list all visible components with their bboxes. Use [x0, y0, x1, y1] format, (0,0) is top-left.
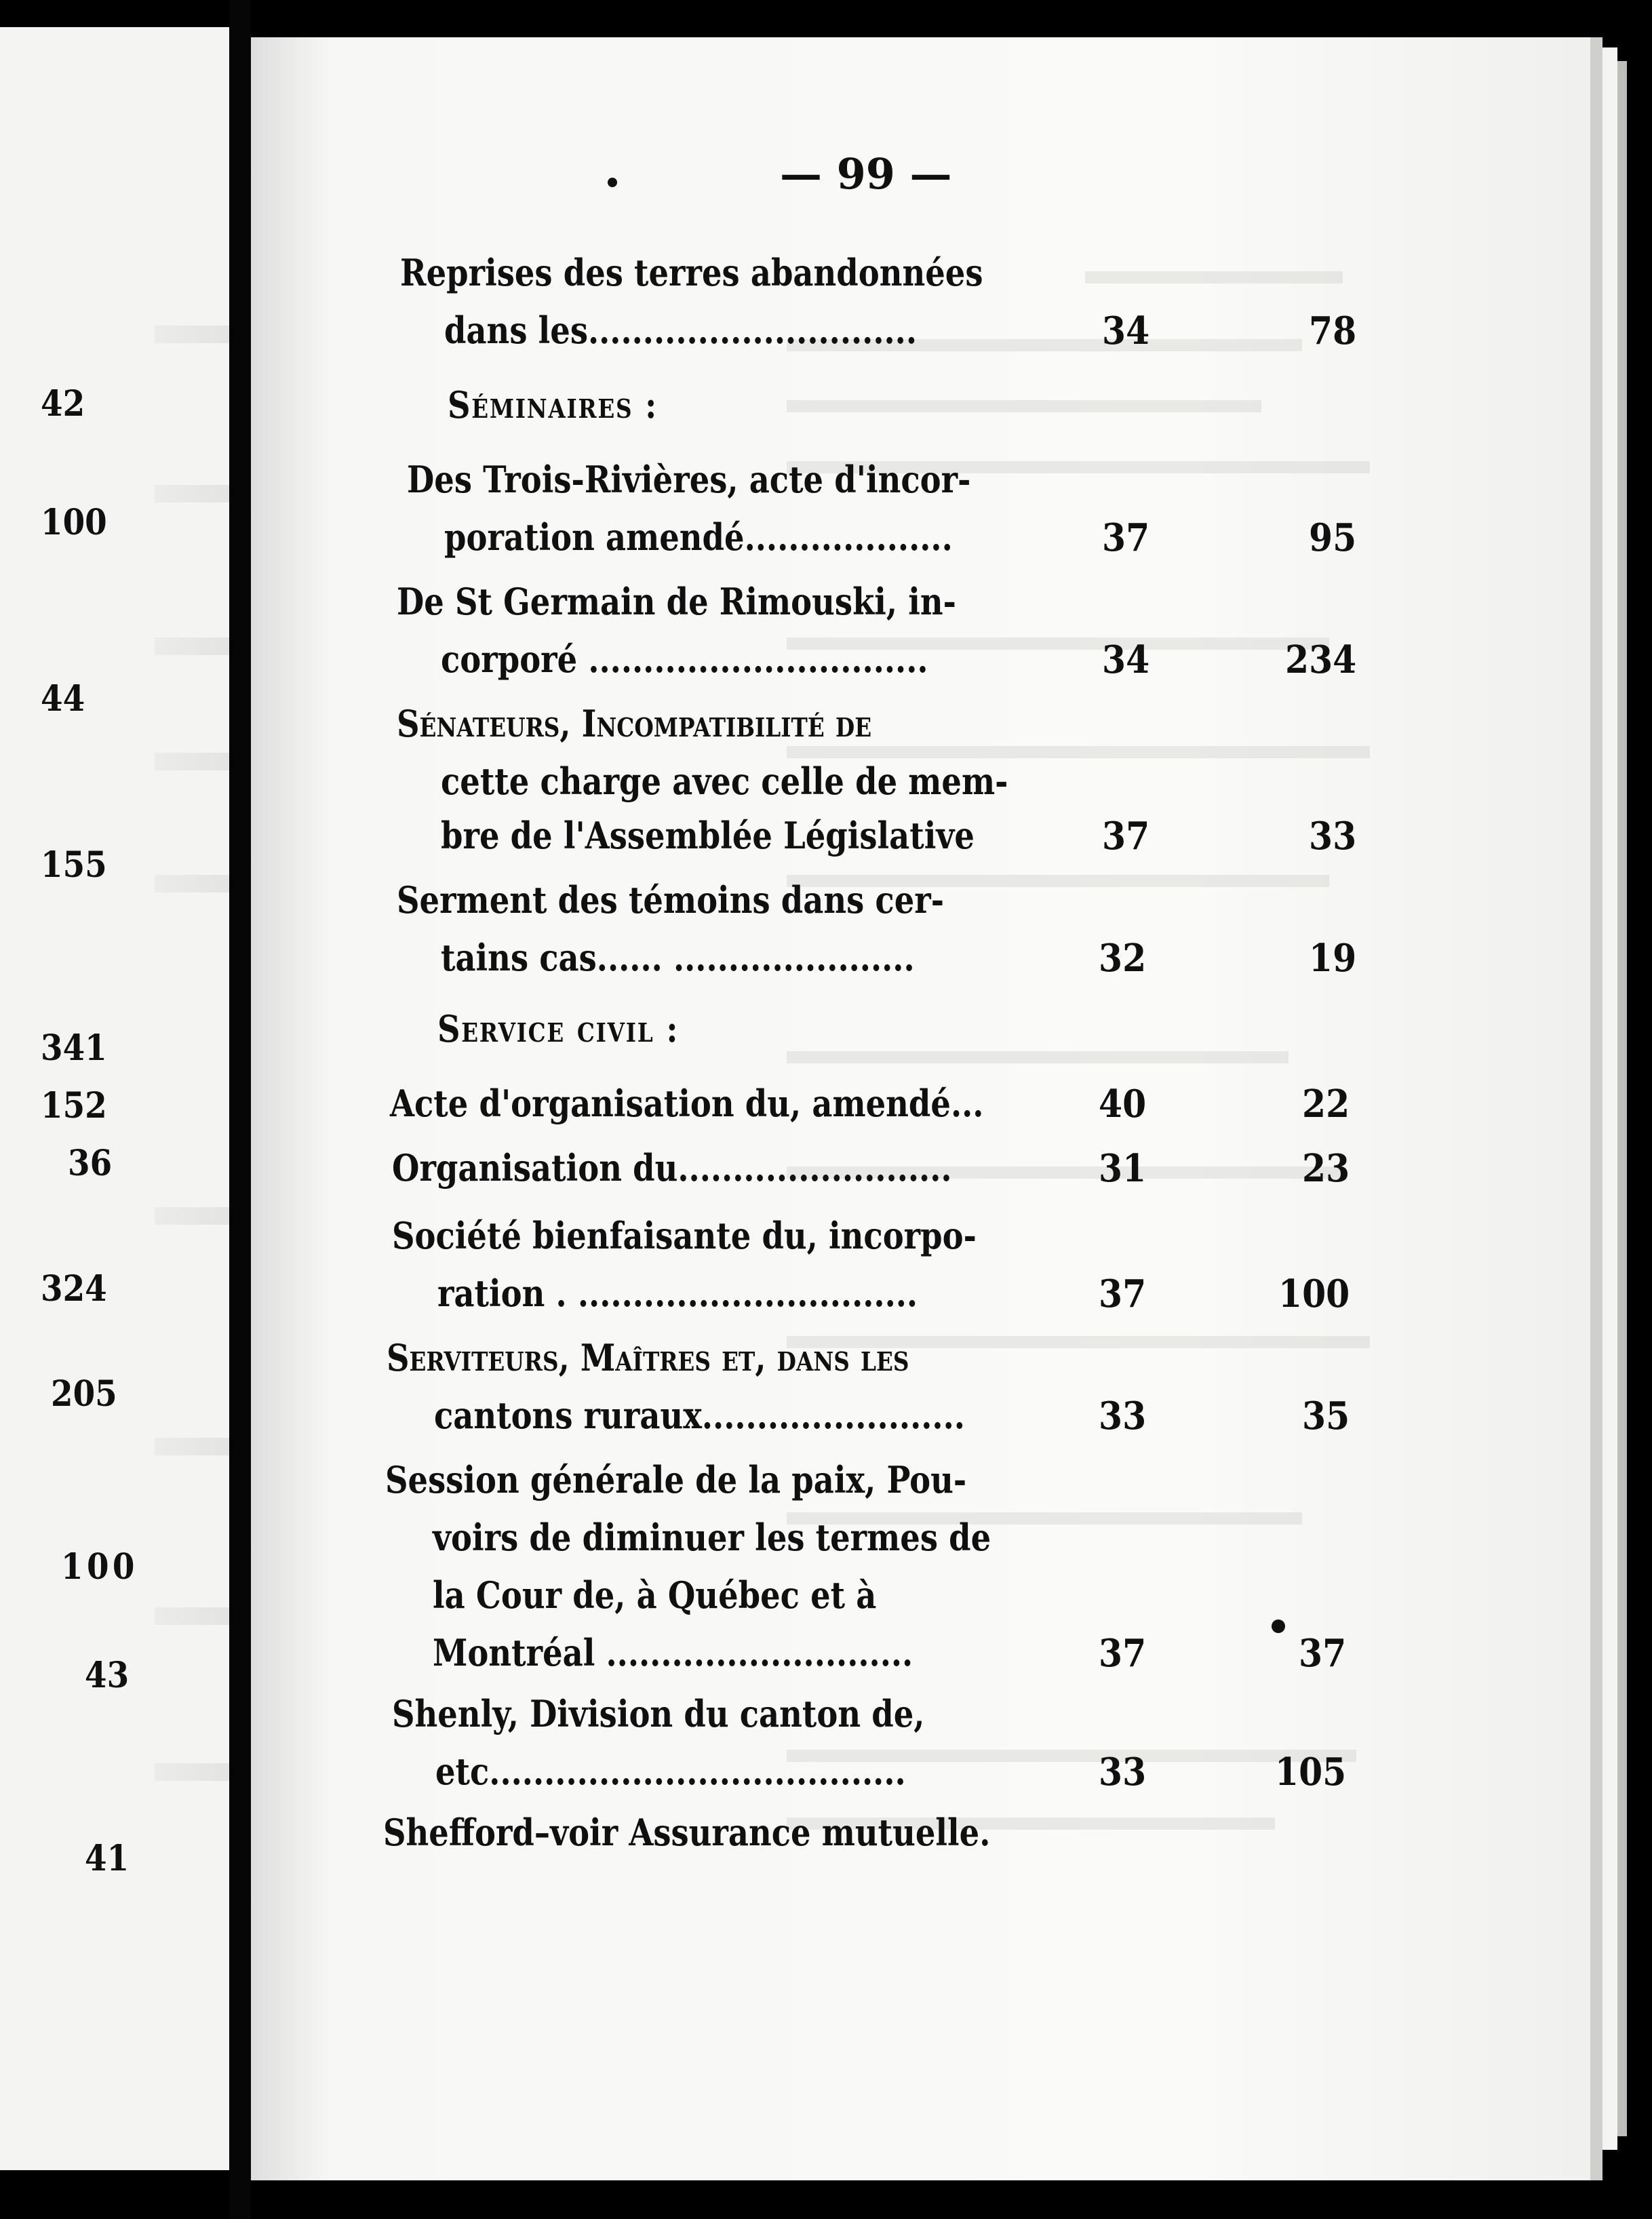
index-entry — [400, 251, 983, 294]
entry-line: Reprises des terres abandonnées — [400, 251, 983, 294]
volume-number: 37 — [1102, 515, 1150, 560]
entry-line: Serment des témoins dans cer- — [397, 878, 944, 922]
volume-number: 33 — [1099, 1750, 1147, 1794]
left-page-number: 155 — [41, 844, 107, 886]
index-entry — [444, 309, 918, 352]
bleed-through-text — [787, 400, 1261, 412]
left-page-number: 44 — [41, 678, 85, 720]
bleed-through-text — [155, 485, 229, 503]
bleed-through-text — [1085, 271, 1343, 283]
entry-line: voirs de diminuer les termes de — [433, 1516, 991, 1559]
bleed-through-text — [155, 1207, 229, 1225]
volume-number: 32 — [1099, 936, 1147, 981]
entry-line: Organisation du......................... — [392, 1146, 952, 1190]
volume-number: 34 — [1102, 309, 1150, 353]
left-page-number: 41 — [85, 1838, 130, 1879]
left-page-number: 100 — [41, 502, 107, 543]
book-spine — [229, 0, 251, 2219]
page-reference: 37 — [1299, 1631, 1347, 1676]
volume-number: 33 — [1099, 1394, 1147, 1438]
entry-line: corporé ............................... — [441, 637, 928, 681]
left-page-number: 205 — [51, 1373, 117, 1415]
page-number: — 99 — — [780, 149, 952, 199]
entry-line: Montréal ............................ — [433, 1631, 913, 1674]
bleed-through-text — [787, 746, 1370, 758]
entry-line: bre de l'Assemblée Législative — [441, 814, 975, 857]
section-heading: Séminaires : — [448, 383, 658, 427]
left-facing-page — [0, 27, 229, 2170]
entry-line: De St Germain de Rimouski, in- — [397, 580, 956, 623]
volume-number: 31 — [1099, 1146, 1147, 1191]
entry-line: Shenly, Division du canton de, — [392, 1692, 925, 1735]
entry-line: ration . ............................... — [437, 1272, 918, 1315]
left-page-number: 36 — [68, 1143, 113, 1184]
volume-number: 34 — [1102, 637, 1150, 682]
bleed-through-text — [155, 637, 229, 655]
entry-line: Shefford–voir Assurance mutuelle. — [383, 1811, 991, 1854]
left-page-number: 152 — [41, 1085, 107, 1126]
left-page-number: 100 — [61, 1546, 138, 1588]
page-reference: 23 — [1302, 1146, 1350, 1191]
page-reference: 19 — [1309, 936, 1357, 981]
bleed-through-text — [155, 1763, 229, 1781]
entry-line: Serviteurs, Maîtres et, dans les — [387, 1336, 909, 1379]
page-reference: 22 — [1302, 1082, 1350, 1126]
left-page-number: 43 — [85, 1655, 130, 1696]
entry-line: Session générale de la paix, Pou- — [385, 1458, 967, 1501]
page-edge — [1590, 37, 1602, 2180]
page-reference: 234 — [1285, 637, 1357, 682]
page-reference: 33 — [1309, 814, 1357, 859]
left-page-number: 341 — [41, 1027, 107, 1069]
section-heading: Service civil : — [437, 1007, 680, 1050]
volume-number: 37 — [1099, 1631, 1147, 1676]
entry-line: cantons ruraux........................ — [434, 1394, 965, 1437]
entry-line: la Cour de, à Québec et à — [433, 1573, 877, 1617]
bleed-through-text — [155, 326, 229, 343]
entry-line: dans les.............................. — [444, 309, 918, 352]
volume-number: 37 — [1099, 1272, 1147, 1316]
entry-line: Société bienfaisante du, incorpo- — [392, 1214, 977, 1257]
entry-line: cette charge avec celle de mem- — [441, 760, 1008, 803]
entry-line: poration amendé................... — [444, 515, 953, 559]
ink-speck — [608, 178, 617, 187]
ink-speck — [1272, 1619, 1285, 1633]
left-page-number: 42 — [41, 383, 85, 425]
entry-line: tains cas...... ...................... — [441, 936, 915, 979]
left-page-number: 324 — [41, 1268, 107, 1310]
page-reference: 105 — [1275, 1750, 1347, 1794]
entry-line: Des Trois-Rivières, acte d'incor- — [407, 458, 971, 501]
bleed-through-text — [155, 1607, 229, 1625]
volume-number: 37 — [1102, 814, 1150, 859]
entry-line: etc...................................... — [435, 1750, 906, 1793]
entry-line: Sénateurs, Incompatibilité de — [397, 702, 872, 745]
page-reference: 35 — [1302, 1394, 1350, 1438]
bleed-through-text — [155, 753, 229, 770]
bleed-through-text — [787, 1051, 1289, 1063]
page-reference: 100 — [1278, 1272, 1350, 1316]
entry-line: Acte d'organisation du, amendé... — [390, 1082, 984, 1125]
page-reference: 78 — [1309, 309, 1357, 353]
page-reference: 95 — [1309, 515, 1357, 560]
bleed-through-text — [155, 1438, 229, 1455]
page-edge — [1617, 61, 1627, 2136]
volume-number: 40 — [1099, 1082, 1147, 1126]
bleed-through-text — [155, 875, 229, 892]
page-edge — [1602, 47, 1617, 2150]
